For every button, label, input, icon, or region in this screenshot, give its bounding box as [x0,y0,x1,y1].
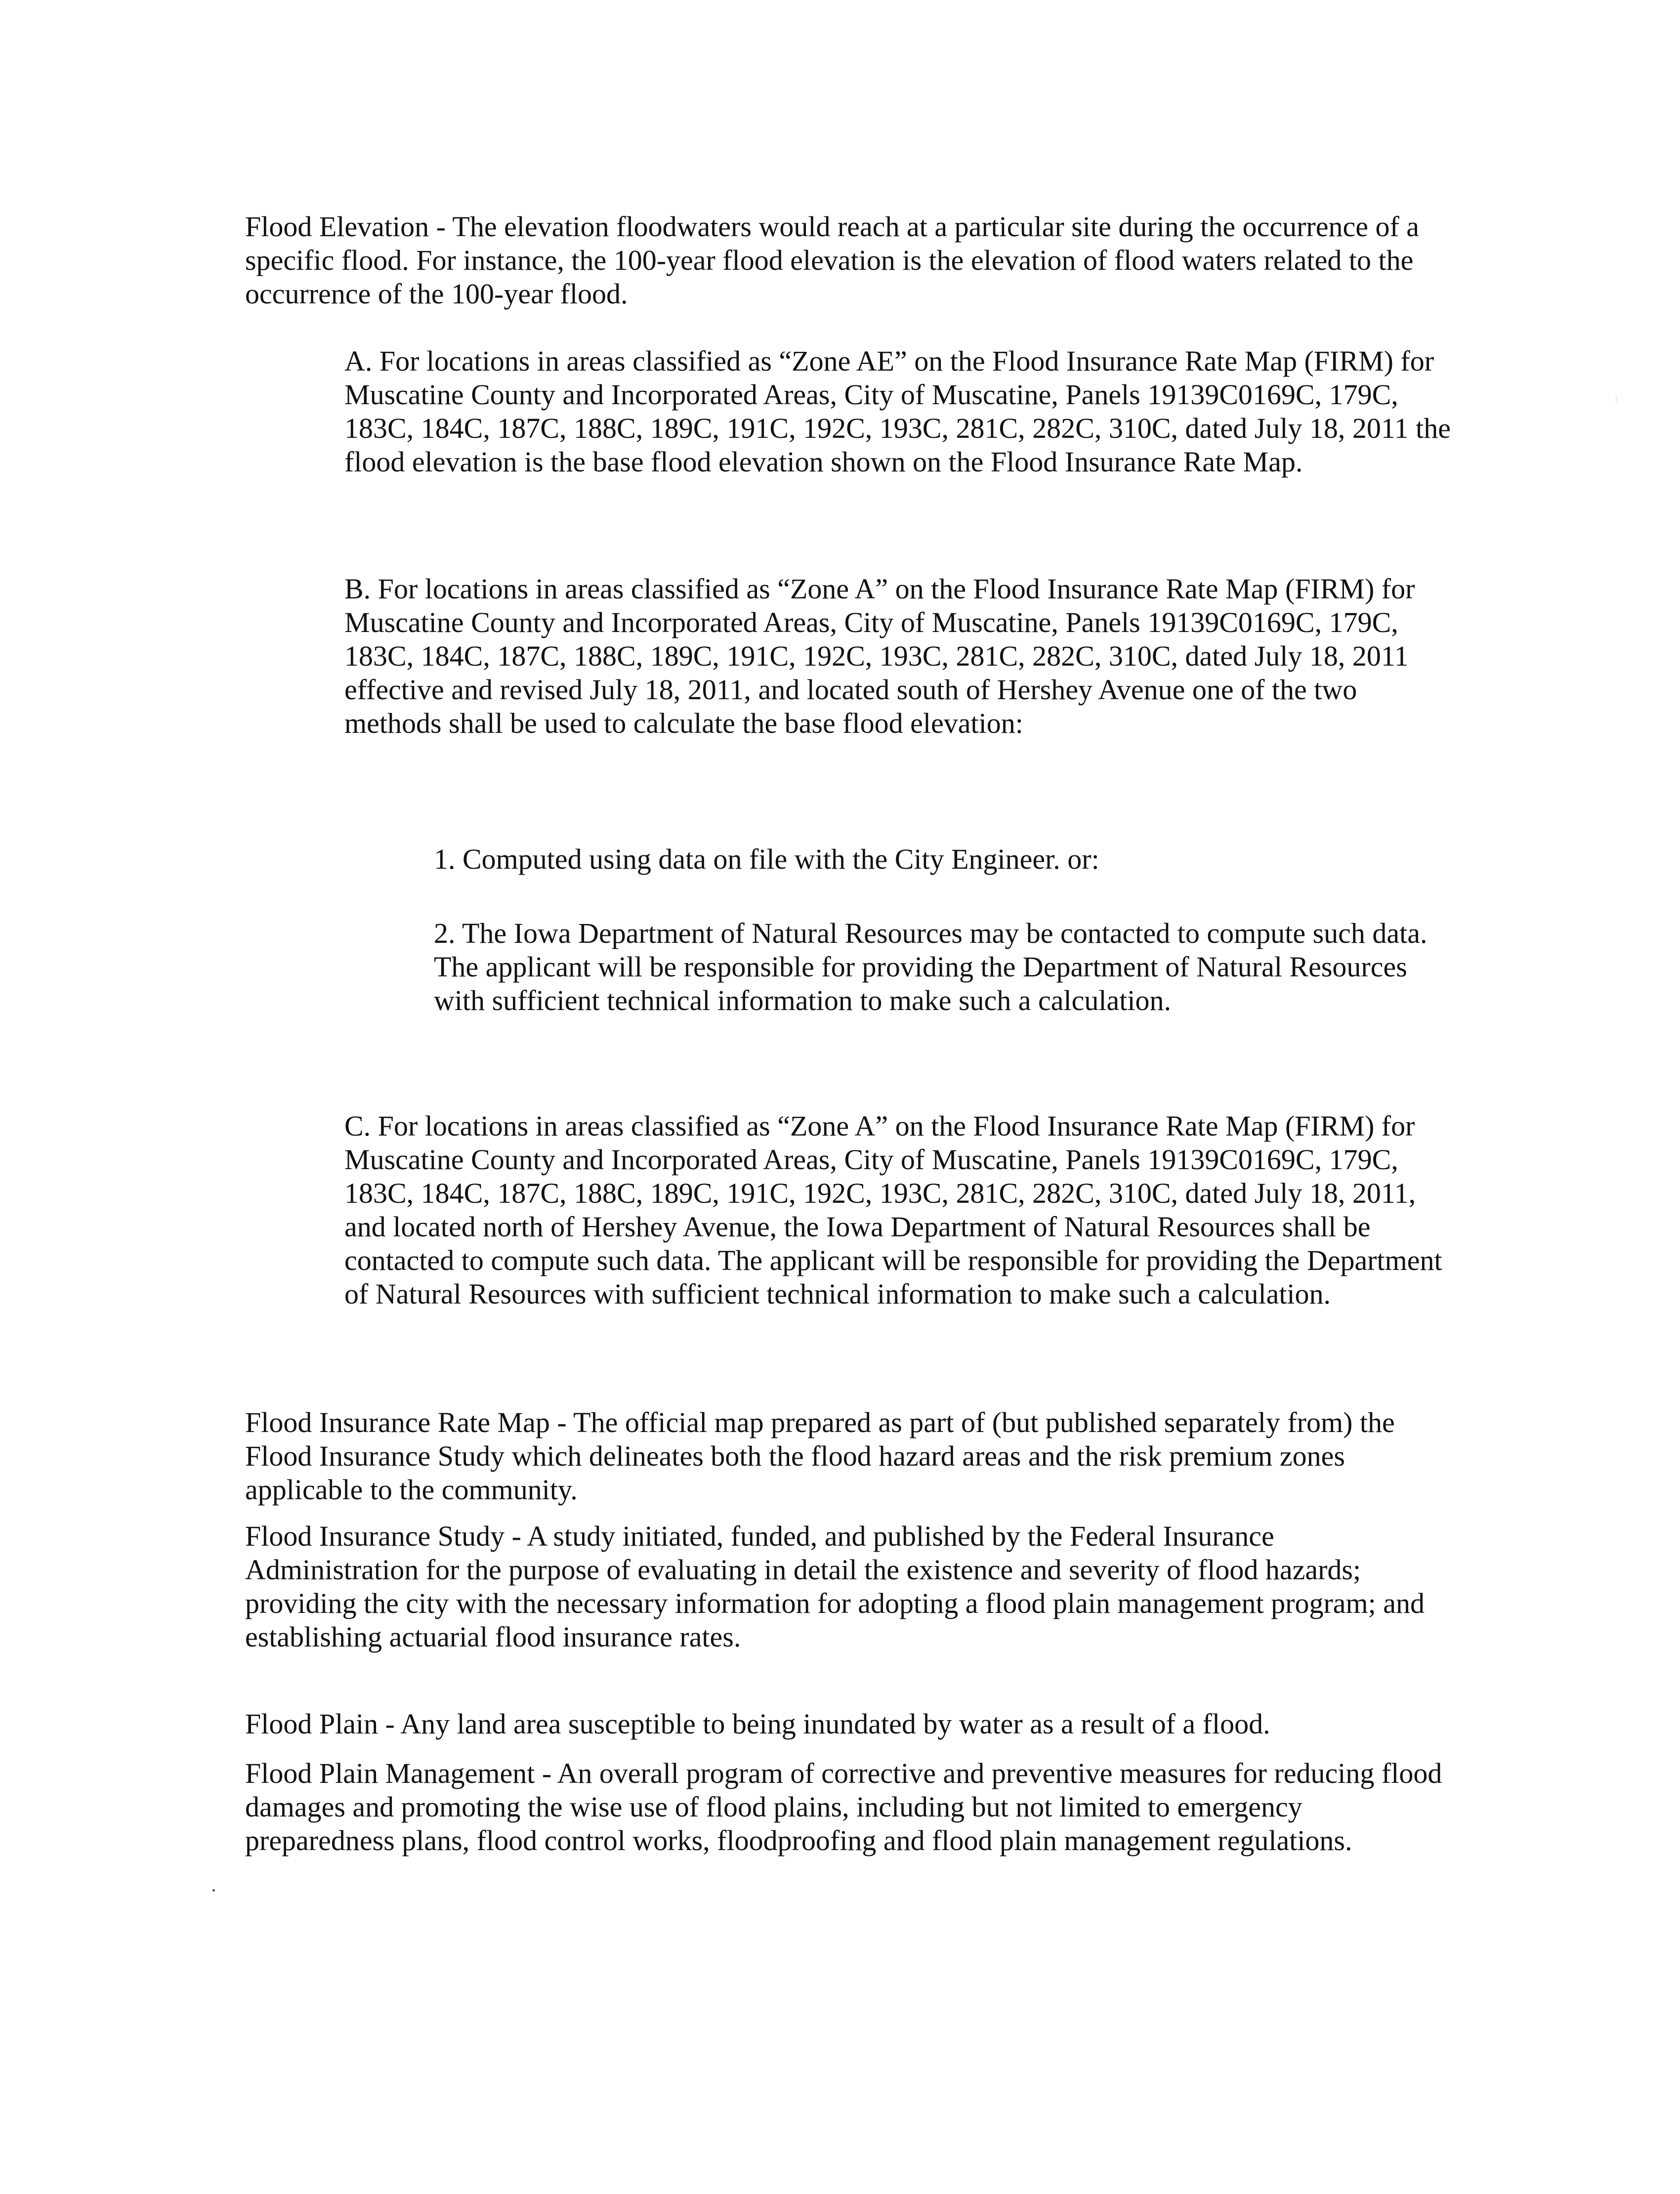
list-item-2: 2. The Iowa Department of Natural Resources may be contacted to compute such data. The applicant will be responsible for providing the Department of Natural Resources with sufficient technical information to make such a calculation. [434,917,1428,1016]
subparagraph-c: C. For locations in areas classified as “Zone A” on the Flood Insurance Rate Map (FIRM) for Muscatine County and Incorporated Areas, City of Muscatine, Panels 19139C0169C, 179C, 183C, 184C, 187C, 188C, 189C, 191C, 192C, 193C, 281C, 282C, 310C, dated July 18, 2011, and located north of Hershey Avenue, the Iowa Department of Natural Resources shall be contacted to compute such data. The applicant will be responsible for providing the Department of Natural Resources with sufficient technical information to make such a calculation. [344,1110,1442,1310]
definition-flood-plain: Flood Plain - Any land area susceptible to being inundated by water as a result of a flood. [245,1708,1270,1740]
definition-flood-insurance-rate-map: Flood Insurance Rate Map - The official map prepared as part of (but published separately from) the Flood Insurance Study which delineates both the flood hazard areas and the risk premium zones applicable to the community. [245,1406,1395,1506]
scan-speck [212,1889,215,1892]
subparagraph-a: A. For locations in areas classified as “Zone AE” on the Flood Insurance Rate Map (FIRM) for Muscatine County and Incorporated Areas, City of Muscatine, Panels 19139C0169C, 179C, 183C, 184C, 187C, 188C, 189C, 191C, 192C, 193C, 281C, 282C, 310C, dated July 18, 2011 the flood elevation is the base flood elevation shown on the Flood Insurance Rate Map. [344,345,1451,478]
subparagraph-b: B. For locations in areas classified as “Zone A” on the Flood Insurance Rate Map (FIRM) for Muscatine County and Incorporated Areas, City of Muscatine, Panels 19139C0169C, 179C, 183C, 184C, 187C, 188C, 189C, 191C, 192C, 193C, 281C, 282C, 310C, dated July 18, 2011 effective and revised July 18, 2011, and located south of Hershey Avenue one of the two methods shall be used to calculate the base flood elevation: [344,573,1415,739]
definition-flood-plain-management: Flood Plain Management - An overall program of corrective and preventive measures for reducing flood damages and promoting the wise use of flood plains, including but not limited to emergency preparedness plans, flood control works, floodproofing and flood plain management regulations. [245,1757,1442,1856]
list-item-1: 1. Computed using data on file with the City Engineer. or: [434,843,1099,875]
scan-edge-mark [1616,395,1617,402]
definition-flood-elevation: Flood Elevation - The elevation floodwaters would reach at a particular site during the occurrence of a specific flood. For instance, the 100-year flood elevation is the elevation of flood waters related to the occurrence of the 100-year flood. [245,211,1420,310]
definition-flood-insurance-study: Flood Insurance Study - A study initiated, funded, and published by the Federal Insurance Administration for the purpose of evaluating in detail the existence and severity of flood hazards; providing the city with the necessary information for adopting a flood plain management program; and establishing actuarial flood insurance rates. [245,1520,1425,1653]
